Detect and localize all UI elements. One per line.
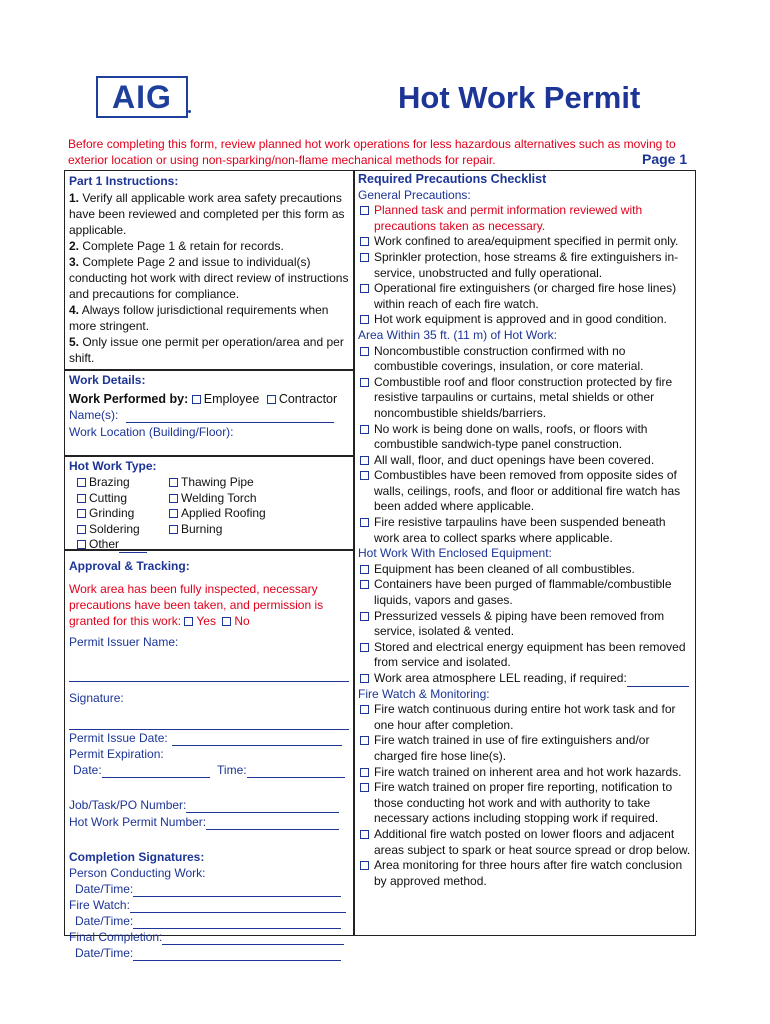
- type-label: Brazing: [89, 475, 130, 489]
- instruction-step: [69, 190, 349, 238]
- type-checkbox[interactable]: [169, 509, 178, 518]
- signature-field-row: [69, 714, 349, 730]
- type-checkbox[interactable]: [169, 494, 178, 503]
- checklist-heading: Required Precautions Checklist: [358, 172, 547, 186]
- step-text: Only issue one permit per operation/area and per shift.: [69, 335, 344, 365]
- contractor-label: Contractor: [278, 392, 338, 406]
- approval-statement: Work area has been fully inspected, necessary precautions have been taken, and permission is granted for this work:: [69, 582, 324, 628]
- checklist-item-text: Fire watch trained on inherent area and hot work hazards.: [374, 764, 682, 779]
- permit-number-label: Hot Work Permit Number:: [69, 815, 207, 829]
- person-conducting-label: Person Conducting Work:: [69, 866, 206, 880]
- checklist-checkbox[interactable]: [360, 830, 369, 839]
- checklist-item[interactable]: [358, 702, 692, 733]
- date-field[interactable]: [102, 777, 210, 778]
- checklist-item[interactable]: [358, 609, 692, 640]
- instruction-step: [69, 238, 349, 254]
- checklist-item-text: Area monitoring for three hours after fire watch conclusion by approved method.: [374, 858, 683, 888]
- type-checkbox[interactable]: [169, 478, 178, 487]
- page-number: Page 1: [642, 151, 688, 167]
- type-option[interactable]: [77, 522, 147, 538]
- no-label: No: [234, 614, 250, 628]
- approval-section: [64, 550, 354, 960]
- checklist-item[interactable]: [358, 344, 692, 375]
- work-location-label: Work Location (Building/Floor):: [69, 425, 234, 439]
- step-number: 3.: [69, 255, 80, 269]
- final-completion-label: Final Completion:: [69, 930, 163, 944]
- checklist-item[interactable]: [358, 827, 692, 858]
- datetime-label: Date/Time:: [75, 914, 134, 928]
- checklist-item-text: Fire watch trained on proper fire reporting, notification to those conducting hot work and with authority to take necessary actions including stopping work if required.: [374, 780, 673, 826]
- checklist-item[interactable]: [358, 234, 692, 250]
- checklist-item[interactable]: [358, 468, 692, 515]
- checklist-item[interactable]: [358, 515, 692, 546]
- names-field[interactable]: [126, 422, 334, 423]
- checklist-item[interactable]: [358, 858, 692, 889]
- signature-label: Signature:: [69, 691, 124, 705]
- type-option[interactable]: [169, 491, 266, 507]
- names-label: Name(s):: [69, 408, 119, 422]
- issue-date-field[interactable]: [172, 745, 342, 746]
- checklist-item-text: Combustibles have been removed from opposite sides of walls, ceilings, roofs, and floor or additional fire watch has been added where applicable.: [374, 468, 681, 514]
- checklist-item-text: All wall, floor, and duct openings have been covered.: [374, 452, 655, 467]
- checklist-checkbox[interactable]: [360, 206, 369, 215]
- checklist-item-text: Combustible roof and floor construction protected by fire resistive tarpaulins or curtains, metal shields or other noncombustible shields/barriers.: [374, 374, 673, 420]
- step-text: Always follow jurisdictional requirements when more stringent.: [69, 303, 329, 333]
- no-checkbox[interactable]: [222, 617, 231, 626]
- issuer-name-field[interactable]: [69, 681, 349, 682]
- checklist-item[interactable]: [358, 453, 692, 469]
- final-completion-row: [69, 929, 349, 945]
- checklist-item[interactable]: [358, 250, 692, 281]
- checklist-item-text: No work is being done on walls, roofs, or floors with combustible sandwich-type panel construction.: [374, 421, 648, 452]
- logo-registered-mark: [188, 110, 191, 113]
- checklist-checkbox[interactable]: [360, 378, 369, 387]
- step-text: Verify all applicable work area safety precautions have been reviewed and completed per this form as applicable.: [69, 191, 345, 237]
- checklist-item-text: Containers have been purged of flammable/combustible liquids, vapors and gases.: [374, 577, 672, 608]
- part1-instructions: [64, 170, 354, 370]
- datetime-label: Date/Time:: [75, 882, 134, 896]
- instruction-step: [69, 254, 349, 302]
- checklist-item[interactable]: [358, 375, 692, 422]
- firewatch-row: [69, 897, 349, 913]
- checklist-checkbox[interactable]: [360, 456, 369, 465]
- checklist-checkbox[interactable]: [360, 315, 369, 324]
- firewatch-label: Fire Watch:: [69, 898, 130, 912]
- precautions-checklist: [354, 170, 696, 936]
- issuer-name-label: Permit Issuer Name:: [69, 635, 179, 649]
- checklist-checkbox[interactable]: [360, 471, 369, 480]
- job-row: [69, 797, 349, 813]
- time-field[interactable]: [247, 777, 345, 778]
- checklist-item[interactable]: [358, 312, 692, 328]
- part1-heading: Part 1 Instructions:: [69, 174, 179, 188]
- type-option[interactable]: [77, 506, 147, 522]
- checklist-item-text: Hot work equipment is approved and in good condition.: [374, 312, 667, 327]
- permit-number-row: [69, 814, 349, 830]
- type-label: Burning: [181, 521, 223, 536]
- datetime-row: [69, 913, 349, 929]
- lel-reading-field[interactable]: [627, 686, 689, 687]
- work-details-heading: Work Details:: [69, 373, 146, 387]
- general-precautions-heading: General Precautions:: [358, 187, 471, 202]
- checklist-checkbox[interactable]: [360, 425, 369, 434]
- date-label: Date:: [73, 763, 102, 777]
- hot-work-type-section: [64, 456, 354, 550]
- type-option[interactable]: [77, 491, 147, 507]
- checklist-item-text: Fire watch trained in use of fire extinguishers and/or charged fire hose line(s).: [374, 733, 650, 763]
- type-checkbox[interactable]: [77, 494, 86, 503]
- checklist-checkbox[interactable]: [360, 861, 369, 870]
- hot-work-type-heading: Hot Work Type:: [69, 459, 157, 473]
- step-text: Complete Page 2 and issue to individual(s) conducting hot work with direct review of instructions and precautions for compliance.: [69, 255, 349, 301]
- step-number: 5.: [69, 335, 80, 349]
- job-field[interactable]: [186, 812, 339, 813]
- hot-work-type-col1: [77, 475, 147, 553]
- aig-logo: AIG: [96, 76, 188, 118]
- checklist-checkbox[interactable]: [360, 284, 369, 293]
- type-checkbox[interactable]: [169, 525, 178, 534]
- checklist-item-text: Pressurized vessels & piping have been removed from service, isolated & vented.: [374, 608, 665, 639]
- enclosed-equipment-heading: Hot Work With Enclosed Equipment:: [358, 546, 552, 561]
- checklist-item[interactable]: [358, 562, 692, 578]
- instruction-step: [69, 302, 349, 334]
- type-label: Welding Torch: [181, 490, 257, 505]
- type-option[interactable]: [77, 475, 147, 491]
- checklist-checkbox[interactable]: [360, 768, 369, 777]
- checklist-checkbox[interactable]: [360, 705, 369, 714]
- checklist-checkbox[interactable]: [360, 237, 369, 246]
- approval-heading: Approval & Tracking:: [69, 559, 190, 573]
- checklist-item-text: Noncombustible construction confirmed with no combustible coverings, insulation, or core material.: [374, 343, 644, 374]
- checklist-checkbox[interactable]: [360, 643, 369, 652]
- completion-heading: Completion Signatures:: [69, 850, 205, 864]
- type-checkbox[interactable]: [77, 525, 86, 534]
- area-heading: Area Within 35 ft. (11 m) of Hot Work:: [358, 327, 557, 342]
- checklist-checkbox[interactable]: [360, 783, 369, 792]
- checklist-checkbox[interactable]: [360, 736, 369, 745]
- datetime-field[interactable]: [133, 960, 341, 961]
- type-label: Cutting: [89, 490, 128, 505]
- type-option[interactable]: [169, 522, 266, 538]
- checklist-checkbox[interactable]: [360, 612, 369, 621]
- checklist-item-text: Work confined to area/equipment specified in permit only.: [374, 234, 679, 249]
- checklist-checkbox[interactable]: [360, 518, 369, 527]
- datetime-row: [69, 945, 349, 961]
- checklist-checkbox[interactable]: [360, 253, 369, 262]
- checklist-item-text: Work area atmosphere LEL reading, if required:: [374, 671, 627, 685]
- step-number: 1.: [69, 191, 80, 205]
- hot-work-type-col2: [169, 475, 266, 537]
- checklist-item-text: Operational fire extinguishers (or charged fire hose lines) within reach of each fire watch.: [374, 281, 677, 311]
- type-option[interactable]: [169, 475, 266, 491]
- checklist-item[interactable]: [358, 577, 692, 608]
- performed-by-row: [69, 391, 349, 407]
- checklist-item-text: Fire watch continuous during entire hot work task and for one hour after completion.: [374, 702, 676, 732]
- checklist-checkbox[interactable]: [360, 565, 369, 574]
- names-row: [69, 407, 349, 423]
- checklist-item-text: Stored and electrical energy equipment has been removed from service and isolated.: [374, 639, 686, 670]
- checklist-item[interactable]: [358, 281, 692, 312]
- type-label: Grinding: [89, 506, 135, 520]
- checklist-item-text: Equipment has been cleaned of all combustibles.: [374, 561, 635, 576]
- intro-text: Before completing this form, review planned hot work operations for less hazardous alternatives such as moving to exterior location or using non-sparking/non-flame mechanical methods for repair.: [68, 137, 676, 167]
- datetime-row: [69, 881, 349, 897]
- approval-statement-row: [69, 581, 349, 629]
- checklist-checkbox[interactable]: [360, 580, 369, 589]
- checklist-item-text: Fire resistive tarpaulins have been suspended beneath work area to collect sparks where applicable.: [374, 515, 666, 545]
- job-label: Job/Task/PO Number:: [69, 798, 187, 812]
- checklist-item-text: Sprinkler protection, hose streams & fire extinguishers in-service, unobstructed and fully operational.: [374, 249, 679, 280]
- step-text: Complete Page 1 & retain for records.: [79, 239, 284, 253]
- checklist-item[interactable]: [358, 203, 692, 234]
- permit-number-field[interactable]: [206, 829, 339, 830]
- employee-label: Employee: [203, 392, 260, 406]
- checklist-item[interactable]: [358, 733, 692, 764]
- yes-checkbox[interactable]: [184, 617, 193, 626]
- type-label: Other: [89, 537, 120, 551]
- type-checkbox[interactable]: [77, 478, 86, 487]
- work-details-section: [64, 370, 354, 456]
- employee-checkbox[interactable]: [192, 395, 201, 404]
- datetime-label: Date/Time:: [75, 946, 134, 960]
- checklist-item[interactable]: [358, 765, 692, 781]
- page-title: Hot Work Permit: [398, 80, 641, 115]
- type-label: Applied Roofing: [181, 506, 266, 520]
- checklist-item[interactable]: [358, 640, 692, 671]
- instruction-step: [69, 334, 349, 366]
- time-label: Time:: [217, 763, 247, 777]
- type-checkbox[interactable]: [77, 509, 86, 518]
- issuer-name-field-row: [69, 666, 349, 682]
- expiration-label: Permit Expiration:: [69, 747, 164, 761]
- performed-by-label: Work Performed by:: [69, 392, 189, 406]
- step-number: 4.: [69, 303, 80, 317]
- type-checkbox[interactable]: [77, 540, 86, 549]
- checklist-item-text: Planned task and permit information reviewed with precautions taken as necessary.: [374, 203, 643, 233]
- issue-date-row: [69, 730, 349, 746]
- contractor-checkbox[interactable]: [267, 395, 276, 404]
- checklist-item[interactable]: [358, 671, 692, 687]
- checklist-checkbox[interactable]: [360, 347, 369, 356]
- checklist-checkbox[interactable]: [360, 674, 369, 683]
- checklist-item-text: Additional fire watch posted on lower floors and adjacent areas subject to spark or heat source spread or drop below.: [374, 826, 691, 857]
- yes-label: Yes: [196, 614, 216, 628]
- date-time-row: [69, 762, 349, 778]
- checklist-item[interactable]: [358, 422, 692, 453]
- type-label: Thawing Pipe: [181, 475, 254, 489]
- step-number: 2.: [69, 239, 80, 253]
- type-label: Soldering: [89, 521, 140, 536]
- issue-date-label: Permit Issue Date:: [69, 731, 168, 745]
- type-option[interactable]: [169, 506, 266, 522]
- checklist-item[interactable]: [358, 780, 692, 827]
- fire-watch-heading: Fire Watch & Monitoring:: [358, 686, 490, 701]
